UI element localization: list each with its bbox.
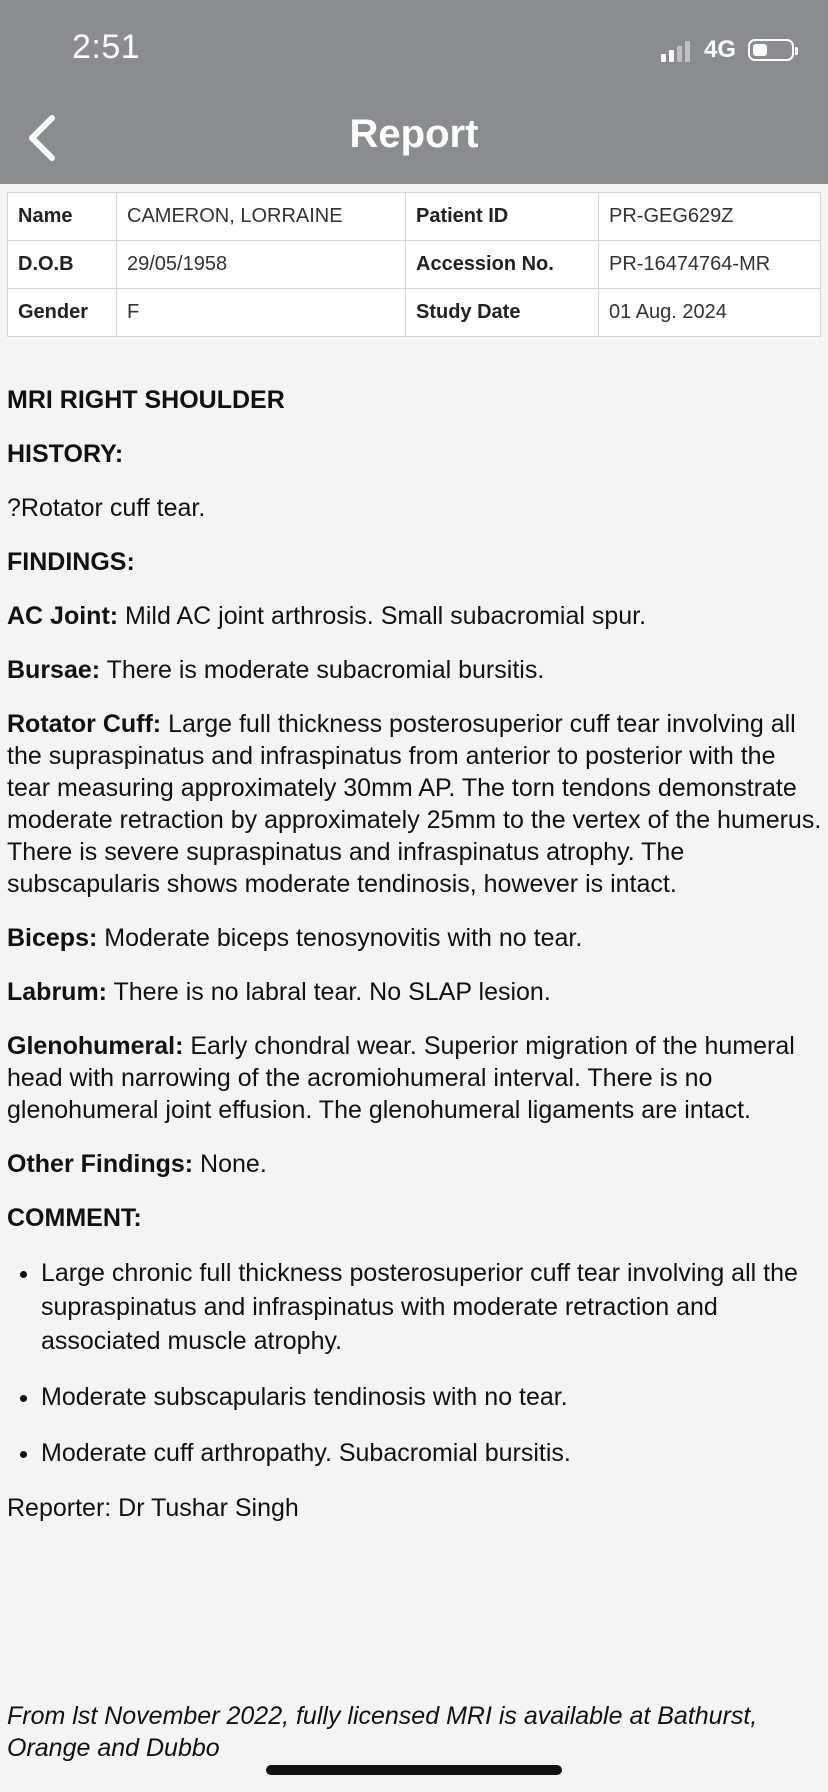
footer-note: From lst November 2022, fully licensed MRI is available at Bathurst, Orange and Dubbo (7, 1702, 758, 1762)
comment-heading: COMMENT: (7, 1204, 142, 1232)
list-item: • Moderate cuff arthropathy. Subacromial bursitis. (41, 1436, 823, 1470)
network-type: 4G (703, 36, 736, 63)
finding-label: Glenohumeral: (7, 1032, 184, 1060)
table-value: PR-GEG629Z (599, 193, 821, 241)
table-label: Name (8, 193, 117, 241)
finding-glenohumeral (7, 1030, 823, 1126)
navigation-header (0, 0, 828, 184)
finding-label: Other Findings: (7, 1150, 194, 1178)
table-row (8, 241, 821, 289)
history-heading: HISTORY: (7, 440, 124, 468)
finding-other (7, 1148, 823, 1180)
finding-text: There is no labral tear. No SLAP lesion. (107, 978, 551, 1006)
list-item: • Moderate subscapularis tendinosis with no tear. (41, 1380, 823, 1414)
finding-label: AC Joint: (7, 602, 119, 630)
table-row (8, 193, 821, 241)
report-body (7, 384, 823, 1546)
status-time: 2:51 (72, 28, 141, 66)
patient-info-table (7, 192, 821, 337)
finding-label: Bursae: (7, 656, 101, 684)
history-text: ?Rotator cuff tear. (7, 494, 206, 522)
home-indicator[interactable] (266, 1765, 562, 1775)
table-label: Study Date (406, 289, 599, 337)
finding-bursae (7, 654, 823, 686)
finding-label: Biceps: (7, 924, 98, 952)
cellular-signal-icon (661, 38, 690, 62)
table-value: 01 Aug. 2024 (599, 289, 821, 337)
table-value: PR-16474764-MR (599, 241, 821, 289)
table-value: F (117, 289, 406, 337)
finding-text: Early chondral wear. Superior migration of the humeral head with narrowing of the acromiohumeral interval. There is no glenohumeral joint effusion. The glenohumeral ligaments are intact. (7, 1032, 795, 1124)
finding-label: Rotator Cuff: (7, 710, 162, 738)
table-value: CAMERON, LORRAINE (117, 193, 406, 241)
findings-heading: FINDINGS: (7, 548, 135, 576)
finding-labrum (7, 976, 823, 1008)
finding-text: Moderate biceps tenosynovitis with no tear. (97, 924, 583, 952)
finding-text: There is moderate subacromial bursitis. (100, 656, 545, 684)
page-title: Report (349, 112, 479, 156)
finding-biceps (7, 922, 823, 954)
comment-list (7, 1256, 823, 1470)
finding-text: None. (193, 1150, 267, 1178)
finding-label: Labrum: (7, 978, 107, 1006)
finding-text: Large full thickness posterosuperior cuff tear involving all the supraspinatus and infraspinatus from anterior to posterior with the tear measuring approximately 30mm AP. The torn tendons demonstrate moderate retraction by approximately 25mm to the vertex of the humerus. There is severe supraspinatus and infraspinatus atrophy. The subscapularis shows moderate tendinosis, however is intact. (7, 710, 822, 898)
finding-ac-joint (7, 600, 823, 632)
finding-text: Mild AC joint arthrosis. Small subacromial spur. (118, 602, 647, 630)
list-item: • Large chronic full thickness posterosuperior cuff tear involving all the supraspinatus and infraspinatus with moderate retraction and associated muscle atrophy. (41, 1256, 823, 1358)
table-row (8, 289, 821, 337)
status-indicators (661, 36, 794, 64)
finding-rotator-cuff (7, 708, 823, 900)
study-title: MRI RIGHT SHOULDER (7, 386, 285, 414)
table-value: 29/05/1958 (117, 241, 406, 289)
table-label: Accession No. (406, 241, 599, 289)
table-label: Patient ID (406, 193, 599, 241)
battery-icon (748, 39, 794, 61)
reporter-name: Reporter: Dr Tushar Singh (7, 1494, 299, 1522)
table-label: Gender (8, 289, 117, 337)
table-label: D.O.B (8, 241, 117, 289)
